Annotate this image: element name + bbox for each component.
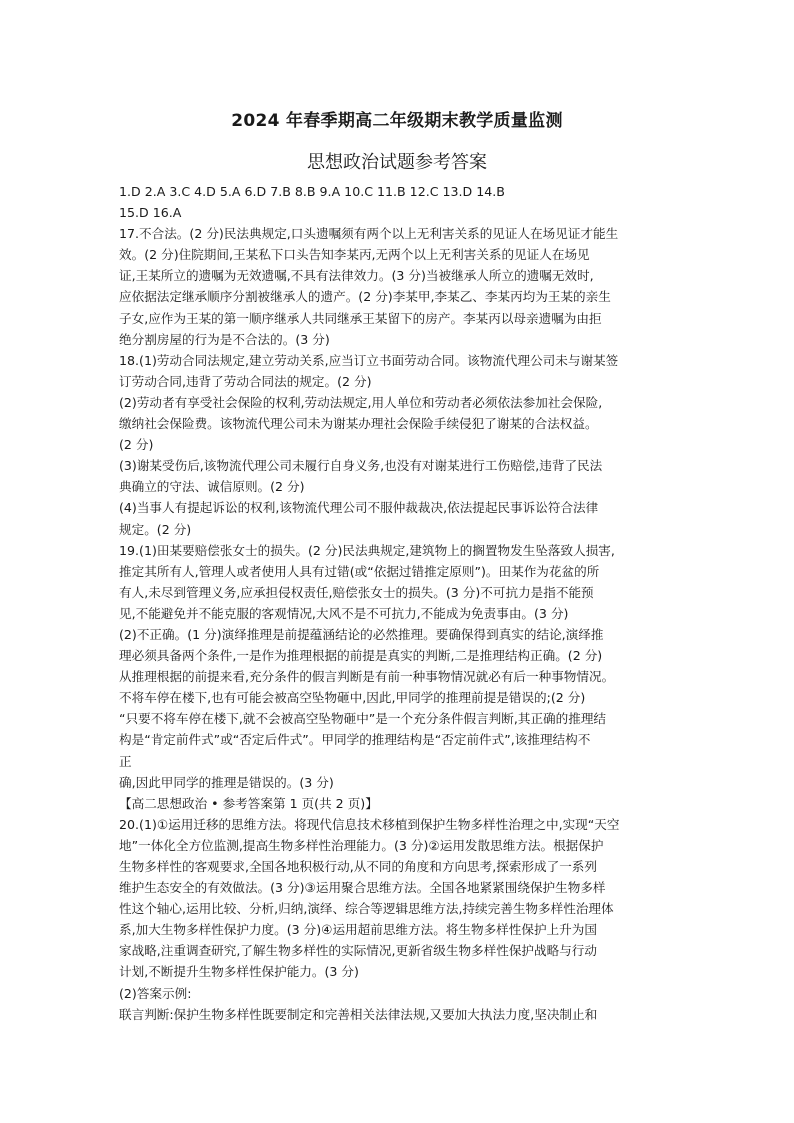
answer-text-line: 有人,未尽到管理义务,应承担侵权责任,赔偿张女士的损失。(3 分)不可抗力是指不能预 xyxy=(119,584,594,600)
answer-text-line: 从推理根据的前提来看,充分条件的假言判断是有前一种事物情况就必有后一种事物情况。 xyxy=(119,669,615,685)
answer-text-line: 家战略,注重调查研究,了解生物多样性的实际情况,更新省级生物多样性保护战略与行动 xyxy=(119,943,597,959)
answer-text-line: 应依据法定继承顺序分割被继承人的遗产。(2 分)李某甲,李某乙、李某丙均为王某的亲生 xyxy=(119,289,611,305)
answer-text-line: (2 分) xyxy=(119,437,154,453)
page-subtitle: 思想政治试题参考答案 xyxy=(307,152,487,173)
answer-text-line: 维护生态安全的有效做法。(3 分)③运用聚合思维方法。全国各地紧紧围绕保护生物多样 xyxy=(119,880,606,896)
answer-text-line: 不将车停在楼下,也有可能会被高空坠物砸中,因此,甲同学的推理前提是错误的;(2 分) xyxy=(119,690,586,706)
answer-body xyxy=(119,181,681,1025)
answer-text-line: 计划,不断提升生物多样性保护能力。(3 分) xyxy=(119,964,359,980)
answer-text-line: 规定。(2 分) xyxy=(119,521,192,537)
answer-text-line: 正 xyxy=(119,753,132,769)
answer-text-line: 15.D 16.A xyxy=(119,205,182,221)
answer-text-line: 系,加大生物多样性保护力度。(3 分)④运用超前思维方法。将生物多样性保护上升为国 xyxy=(119,922,597,938)
answer-text-line: 18.(1)劳动合同法规定,建立劳动关系,应当订立书面劳动合同。该物流代理公司未与谢某签 xyxy=(119,352,619,368)
answer-text-line: (2)答案示例: xyxy=(119,985,192,1001)
answer-text-line: 生物多样性的客观要求,全国各地积极行动,从不同的角度和方向思考,探索形成了一系列 xyxy=(119,859,597,874)
answer-text-line: (2)不正确。(1 分)演绎推理是前提蕴涵结论的必然推理。要确保得到真实的结论,演绎推 xyxy=(119,626,604,642)
answer-text-line: 理必须具备两个条件,一是作为推理根据的前提是真实的判断,二是推理结构正确。(2 分) xyxy=(119,648,603,664)
answer-text-line: 确,因此甲同学的推理是错误的。(3 分) xyxy=(119,774,334,790)
answer-text-line: 推定其所有人,管理人或者使用人具有过错(或“依据过错推定原则”)。田某作为花盆的所 xyxy=(119,563,600,579)
answer-text-line: 见,不能避免并不能克服的客观情况,大风不是不可抗力,不能成为免责事由。(3 分) xyxy=(119,605,569,621)
answer-text-line: 构是“肯定前件式”或“否定后件式”。甲同学的推理结构是“否定前件式”,该推理结构不 xyxy=(119,732,591,748)
answer-text-line: 子女,应作为王某的第一顺序继承人共同继承王某留下的房产。李某丙以母亲遗嘱为由拒 xyxy=(119,310,602,326)
answer-text-line: “只要不将车停在楼下,就不会被高空坠物砸中”是一个充分条件假言判断,其正确的推理结 xyxy=(119,711,607,727)
answer-text-line: 17.不合法。(2 分)民法典规定,口头遗嘱须有两个以上无利害关系的见证人在场见证才能生 xyxy=(119,226,619,242)
answer-text-line: (4)当事人有提起诉讼的权利,该物流代理公司不服仲裁裁决,依法提起民事诉讼符合法律 xyxy=(119,500,599,516)
answer-text-line: 1.D 2.A 3.C 4.D 5.A 6.D 7.B 8.B 9.A 10.C 11.B 12.C 13.D 14.B xyxy=(119,184,505,199)
answer-text-line: 【高二思想政治 • 参考答案第 1 页(共 2 页)】 xyxy=(119,795,378,811)
answer-text-line: 绝分割房屋的行为是不合法的。(3 分) xyxy=(119,331,330,347)
answer-text-line: 20.(1)①运用迁移的思维方法。将现代信息技术移植到保护生物多样性治理之中,实现“天空 xyxy=(119,816,620,832)
answer-text-line: 证,王某所立的遗嘱为无效遗嘱,不具有法律效力。(3 分)当被继承人所立的遗嘱无效时, xyxy=(119,268,594,284)
answer-text-line: 缴纳社会保险费。该物流代理公司未为谢某办理社会保险手续侵犯了谢某的合法权益。 xyxy=(119,416,598,432)
answer-text-line: 联言判断:保护生物多样性既要制定和完善相关法律法规,又要加大执法力度,坚决制止和 xyxy=(119,1006,598,1022)
answer-text-line: 地”一体化全方位监测,提高生物多样性治理能力。(3 分)②运用发散思维方法。根据保护 xyxy=(119,837,604,853)
answer-text-line: (2)劳动者有享受社会保险的权利,劳动法规定,用人单位和劳动者必须依法参加社会保险, xyxy=(119,394,603,410)
answer-text-line: 19.(1)田某要赔偿张女士的损失。(2 分)民法典规定,建筑物上的搁置物发生坠落致人损害, xyxy=(119,542,615,558)
page-title: 2024 年春季期高二年级期末教学质量监测 xyxy=(231,111,563,131)
answer-text-line: 订劳动合同,违背了劳动合同法的规定。(2 分) xyxy=(119,373,372,389)
answer-text-line: 效。(2 分)住院期间,王某私下口头告知李某丙,无两个以上无利害关系的见证人在场见 xyxy=(119,247,590,263)
answer-text-line: 性这个轴心,运用比较、分析,归纳,演绎、综合等逻辑思维方法,持续完善生物多样性治理体 xyxy=(119,901,614,917)
answer-text-line: (3)谢某受伤后,该物流代理公司未履行自身义务,也没有对谢某进行工伤赔偿,违背了民法 xyxy=(119,458,603,474)
answer-text-line: 典确立的守法、诚信原则。(2 分) xyxy=(119,479,305,495)
